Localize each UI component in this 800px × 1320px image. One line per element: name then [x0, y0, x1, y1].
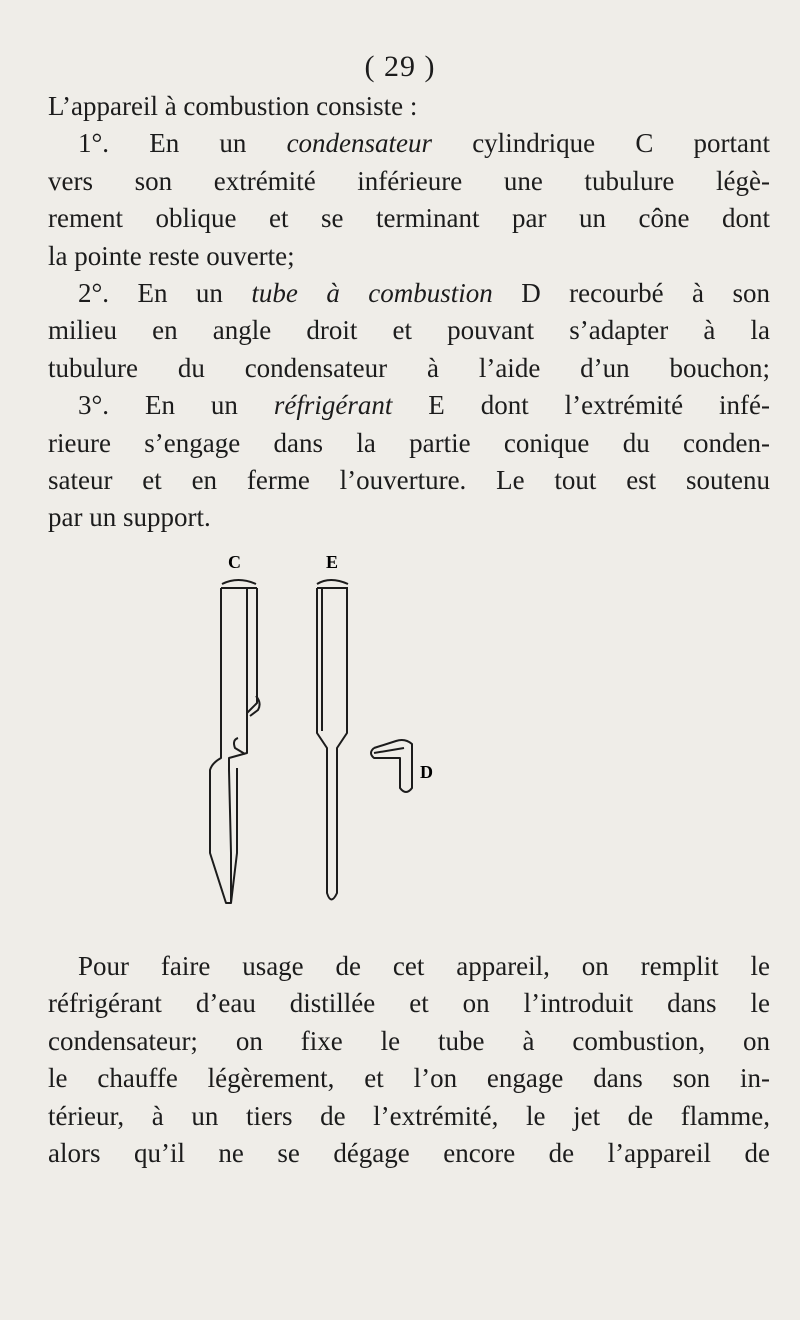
text-line: le chauffe légèrement, et l’on engage dans son in-	[48, 1063, 770, 1094]
text-line: alors qu’il ne se dégage encore de l’appareil de	[48, 1137, 770, 1168]
text-line: 3°. En un réfrigérant E dont l’extrémité infé-	[78, 390, 771, 421]
text-line: térieur, à un tiers de l’extrémité, le jet de flamme,	[48, 1100, 770, 1131]
text-line: rement oblique et se terminant par un cône dont	[48, 203, 770, 234]
term-tube-a-combustion: tube à combustion	[251, 277, 493, 308]
text-line: réfrigérant d’eau distillée et on l’introduit dans le	[48, 988, 770, 1019]
text-line: 2°. En un tube à combustion D recourbé à son	[78, 277, 770, 308]
text-line: tubulure du condensateur à l’aide d’un bouchon;	[48, 352, 770, 383]
label-d: D	[420, 762, 433, 782]
text-line: la pointe reste ouverte;	[48, 240, 295, 271]
bottom-paragraph	[48, 948, 770, 1172]
text-line: 1°. En un condensateur cylindrique C portant	[78, 128, 770, 159]
top-paragraph	[48, 88, 770, 537]
text-line: par un support.	[48, 502, 211, 533]
page-number: ( 29 )	[364, 50, 436, 83]
term-refrigerant: réfrigérant	[273, 390, 393, 421]
text-line: rieure s’engage dans la partie conique du conden-	[48, 427, 770, 458]
text-line: milieu en angle droit et pouvant s’adapter à la	[48, 315, 770, 346]
text-line: L’appareil à combustion consiste :	[48, 91, 418, 121]
text-line: condensateur; on fixe le tube à combustion, on	[48, 1025, 770, 1056]
text-line: Pour faire usage de cet appareil, on remplit le	[78, 951, 770, 981]
label-c: C	[228, 552, 241, 572]
combustion-tube-d-drawing	[371, 740, 412, 792]
label-e: E	[326, 552, 339, 572]
term-condensateur: condensateur	[286, 128, 433, 159]
condenser-c-drawing	[210, 580, 260, 903]
text-line: vers son extrémité inférieure une tubulure légè-	[48, 165, 770, 196]
text-line: sateur et en ferme l’ouverture. Le tout est soutenu	[48, 464, 770, 495]
apparatus-figure	[190, 548, 490, 918]
refrigerant-e-drawing	[317, 580, 348, 900]
